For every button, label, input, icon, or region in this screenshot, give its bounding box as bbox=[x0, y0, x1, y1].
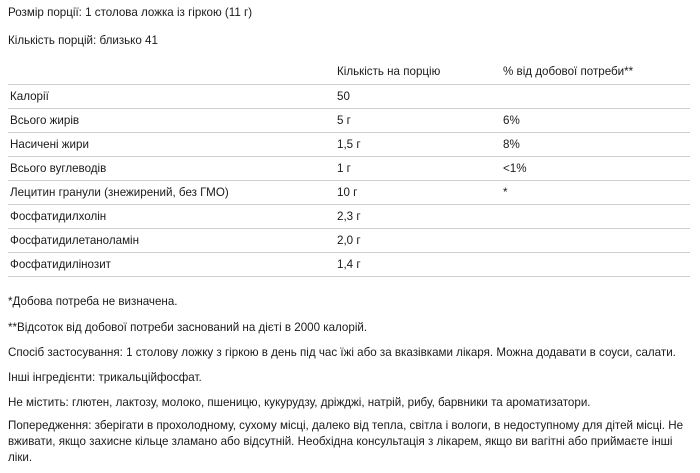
row-name: Фосфатидилінозит bbox=[8, 253, 335, 277]
note-daily-not-established: *Добова потреба не визначена. bbox=[8, 295, 178, 308]
row-daily-value bbox=[501, 229, 690, 253]
header-amount: Кількість на порцію bbox=[337, 64, 441, 78]
row-amount: 1,4 г bbox=[335, 253, 501, 277]
row-daily-value: <1% bbox=[501, 157, 690, 181]
serving-size: Розмір порції: 1 столова ложка із гіркою (11 г) bbox=[8, 6, 253, 19]
row-name: Фосфатидилетаноламін bbox=[8, 229, 335, 253]
row-name: Насичені жири bbox=[8, 133, 335, 157]
servings-count: Кількість порцій: близько 41 bbox=[8, 34, 158, 47]
table-row bbox=[8, 85, 690, 109]
table-row bbox=[8, 133, 690, 157]
row-amount: 2,0 г bbox=[335, 229, 501, 253]
nutrition-table bbox=[8, 58, 690, 277]
row-daily-value: 6% bbox=[501, 109, 690, 133]
usage-instructions: Спосіб застосування: 1 столову ложку з гіркою в день під час їжі або за вказівками лікаря. Можна додавати в соуси, салати. bbox=[8, 346, 676, 359]
row-daily-value bbox=[501, 205, 690, 229]
header-name bbox=[8, 58, 335, 85]
row-name: Всього жирів bbox=[8, 109, 335, 133]
table-header-row bbox=[8, 58, 690, 85]
table-row bbox=[8, 229, 690, 253]
row-daily-value bbox=[501, 85, 690, 109]
free-of-list: Не містить: глютен, лактозу, молоко, пшеницю, кукурудзу, дріжджі, натрій, рибу, барвники та ароматизатори. bbox=[8, 396, 591, 409]
row-daily-value bbox=[501, 253, 690, 277]
table-row bbox=[8, 109, 690, 133]
row-daily-value: * bbox=[501, 181, 690, 205]
header-daily-value: % від добової потреби** bbox=[503, 64, 634, 78]
row-name: Калорії bbox=[8, 85, 335, 109]
table-row bbox=[8, 157, 690, 181]
other-ingredients: Інші інгредієнти: трикальційфосфат. bbox=[8, 371, 202, 384]
row-amount: 50 bbox=[335, 85, 501, 109]
row-name: Фосфатидилхолін bbox=[8, 205, 335, 229]
row-name: Лецитин гранули (знежирений, без ГМО) bbox=[8, 181, 335, 205]
row-amount: 5 г bbox=[335, 109, 501, 133]
note-percent-basis: **Відсоток від добової потреби заснований на дієті в 2000 калорій. bbox=[8, 321, 368, 334]
row-amount: 1,5 г bbox=[335, 133, 501, 157]
row-amount: 1 г bbox=[335, 157, 501, 181]
row-amount: 10 г bbox=[335, 181, 501, 205]
table-row bbox=[8, 253, 690, 277]
row-daily-value: 8% bbox=[501, 133, 690, 157]
table-row bbox=[8, 205, 690, 229]
table-row bbox=[8, 181, 690, 205]
row-amount: 2,3 г bbox=[335, 205, 501, 229]
warning-text: Попередження: зберігати в прохолодному, сухому місці, далеко від тепла, світла і вологи, в недоступному для дітей місці. Не вживати, якщо захисне кільце зламано або відсутній. Необхідна консультація з лікарем, якщо ви вагітні або приймаєте інші ліки. bbox=[8, 419, 684, 464]
row-name: Всього вуглеводів bbox=[8, 157, 335, 181]
